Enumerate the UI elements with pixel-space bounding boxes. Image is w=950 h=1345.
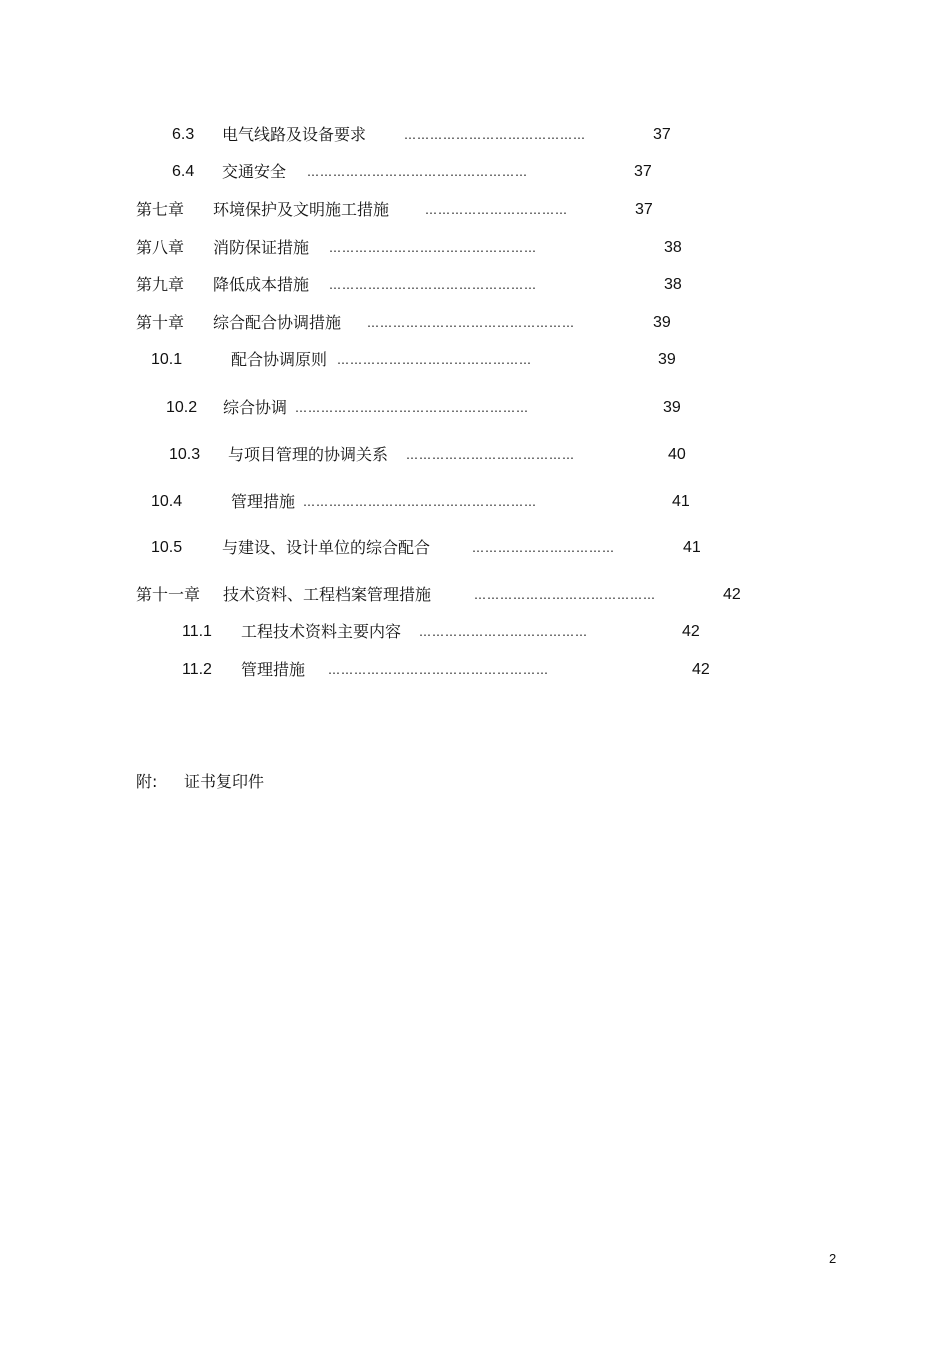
toc-entry bbox=[0, 273, 950, 297]
toc-entry-title: 交通安全 bbox=[222, 162, 287, 181]
toc-entry-page: 38 bbox=[664, 276, 682, 293]
toc-entry-page: 37 bbox=[653, 126, 671, 143]
toc-entry-number: 6.4 bbox=[172, 163, 195, 180]
toc-leader-dots: …………………………………………… bbox=[307, 165, 528, 179]
toc-entry bbox=[0, 236, 950, 260]
toc-entry-page: 40 bbox=[668, 446, 686, 463]
toc-entry bbox=[0, 396, 950, 420]
toc-entry-page: 37 bbox=[635, 201, 653, 218]
toc-entry-number: 10.5 bbox=[151, 539, 183, 556]
toc-leader-dots: ……………………………………… bbox=[337, 353, 532, 367]
toc-entry-number: 第七章 bbox=[136, 200, 185, 219]
toc-leader-dots: …………………………………………… bbox=[328, 663, 549, 677]
toc-entry-title: 综合协调 bbox=[223, 398, 288, 417]
toc-entry-title: 环境保护及文明施工措施 bbox=[213, 200, 390, 219]
toc-entry bbox=[0, 311, 950, 335]
toc-entry-title: 工程技术资料主要内容 bbox=[241, 622, 402, 641]
toc-entry-number: 10.3 bbox=[169, 446, 201, 463]
toc-entry bbox=[0, 490, 950, 514]
toc-entry-number: 10.1 bbox=[151, 351, 183, 368]
toc-entry-title: 技术资料、工程档案管理措施 bbox=[223, 585, 432, 604]
toc-entry-page: 39 bbox=[658, 351, 676, 368]
toc-entry-title: 配合协调原则 bbox=[231, 350, 328, 369]
toc-entry-page: 39 bbox=[653, 314, 671, 331]
toc-entry-title: 消防保证措施 bbox=[213, 238, 310, 257]
toc-entry-title: 降低成本措施 bbox=[213, 275, 310, 294]
toc-entry bbox=[0, 536, 950, 560]
toc-entry-number: 11.2 bbox=[182, 661, 212, 678]
toc-leader-dots: ………………………………………… bbox=[367, 316, 575, 330]
toc-leader-dots: …………………………………… bbox=[474, 588, 656, 602]
toc-leader-dots: …………………………………… bbox=[404, 128, 586, 142]
toc-entry-number: 11.1 bbox=[182, 623, 212, 640]
toc-entry-number: 第九章 bbox=[136, 275, 185, 294]
toc-leader-dots: ……………………………………………… bbox=[295, 401, 529, 415]
appendix-label: 附: bbox=[136, 772, 158, 791]
toc-entry-number: 10.4 bbox=[151, 493, 183, 510]
toc-entry-title: 电气线路及设备要求 bbox=[222, 125, 367, 144]
page-number: 2 bbox=[829, 1251, 837, 1266]
toc-entry-number: 第十一章 bbox=[136, 585, 201, 604]
toc-entry-number: 10.2 bbox=[166, 399, 198, 416]
toc-leader-dots: ………………………………… bbox=[406, 448, 575, 462]
toc-entry-page: 41 bbox=[683, 539, 701, 556]
toc-entry bbox=[0, 443, 950, 467]
toc-leader-dots: …………………………… bbox=[425, 203, 568, 217]
toc-leader-dots: ……………………………………………… bbox=[303, 495, 537, 509]
toc-entry bbox=[0, 123, 950, 147]
toc-entry-page: 39 bbox=[663, 399, 681, 416]
toc-entry bbox=[0, 348, 950, 372]
toc-entry bbox=[0, 658, 950, 682]
toc-leader-dots: ………………………………………… bbox=[329, 278, 537, 292]
toc-entry bbox=[0, 583, 950, 607]
toc-entry-page: 38 bbox=[664, 239, 682, 256]
toc-leader-dots: …………………………… bbox=[472, 541, 615, 555]
toc-leader-dots: ………………………………………… bbox=[329, 241, 537, 255]
toc-entry-title: 管理措施 bbox=[231, 492, 296, 511]
toc-entry-page: 41 bbox=[672, 493, 690, 510]
toc-entry-page: 37 bbox=[634, 163, 652, 180]
toc-entry-number: 6.3 bbox=[172, 126, 195, 143]
toc-leader-dots: ………………………………… bbox=[419, 625, 588, 639]
toc-entry-number: 第十章 bbox=[136, 313, 185, 332]
toc-entry-title: 管理措施 bbox=[241, 660, 306, 679]
toc-entry bbox=[0, 620, 950, 644]
toc-entry-page: 42 bbox=[682, 623, 700, 640]
toc-entry-page: 42 bbox=[692, 661, 710, 678]
toc-entry-number: 第八章 bbox=[136, 238, 185, 257]
appendix-title: 证书复印件 bbox=[184, 772, 265, 791]
toc-entry bbox=[0, 198, 950, 222]
toc-entry bbox=[0, 160, 950, 184]
toc-entry-title: 综合配合协调措施 bbox=[213, 313, 342, 332]
toc-entry-title: 与项目管理的协调关系 bbox=[228, 445, 389, 464]
toc-entry-page: 42 bbox=[723, 586, 741, 603]
toc-entry-title: 与建设、设计单位的综合配合 bbox=[222, 538, 431, 557]
